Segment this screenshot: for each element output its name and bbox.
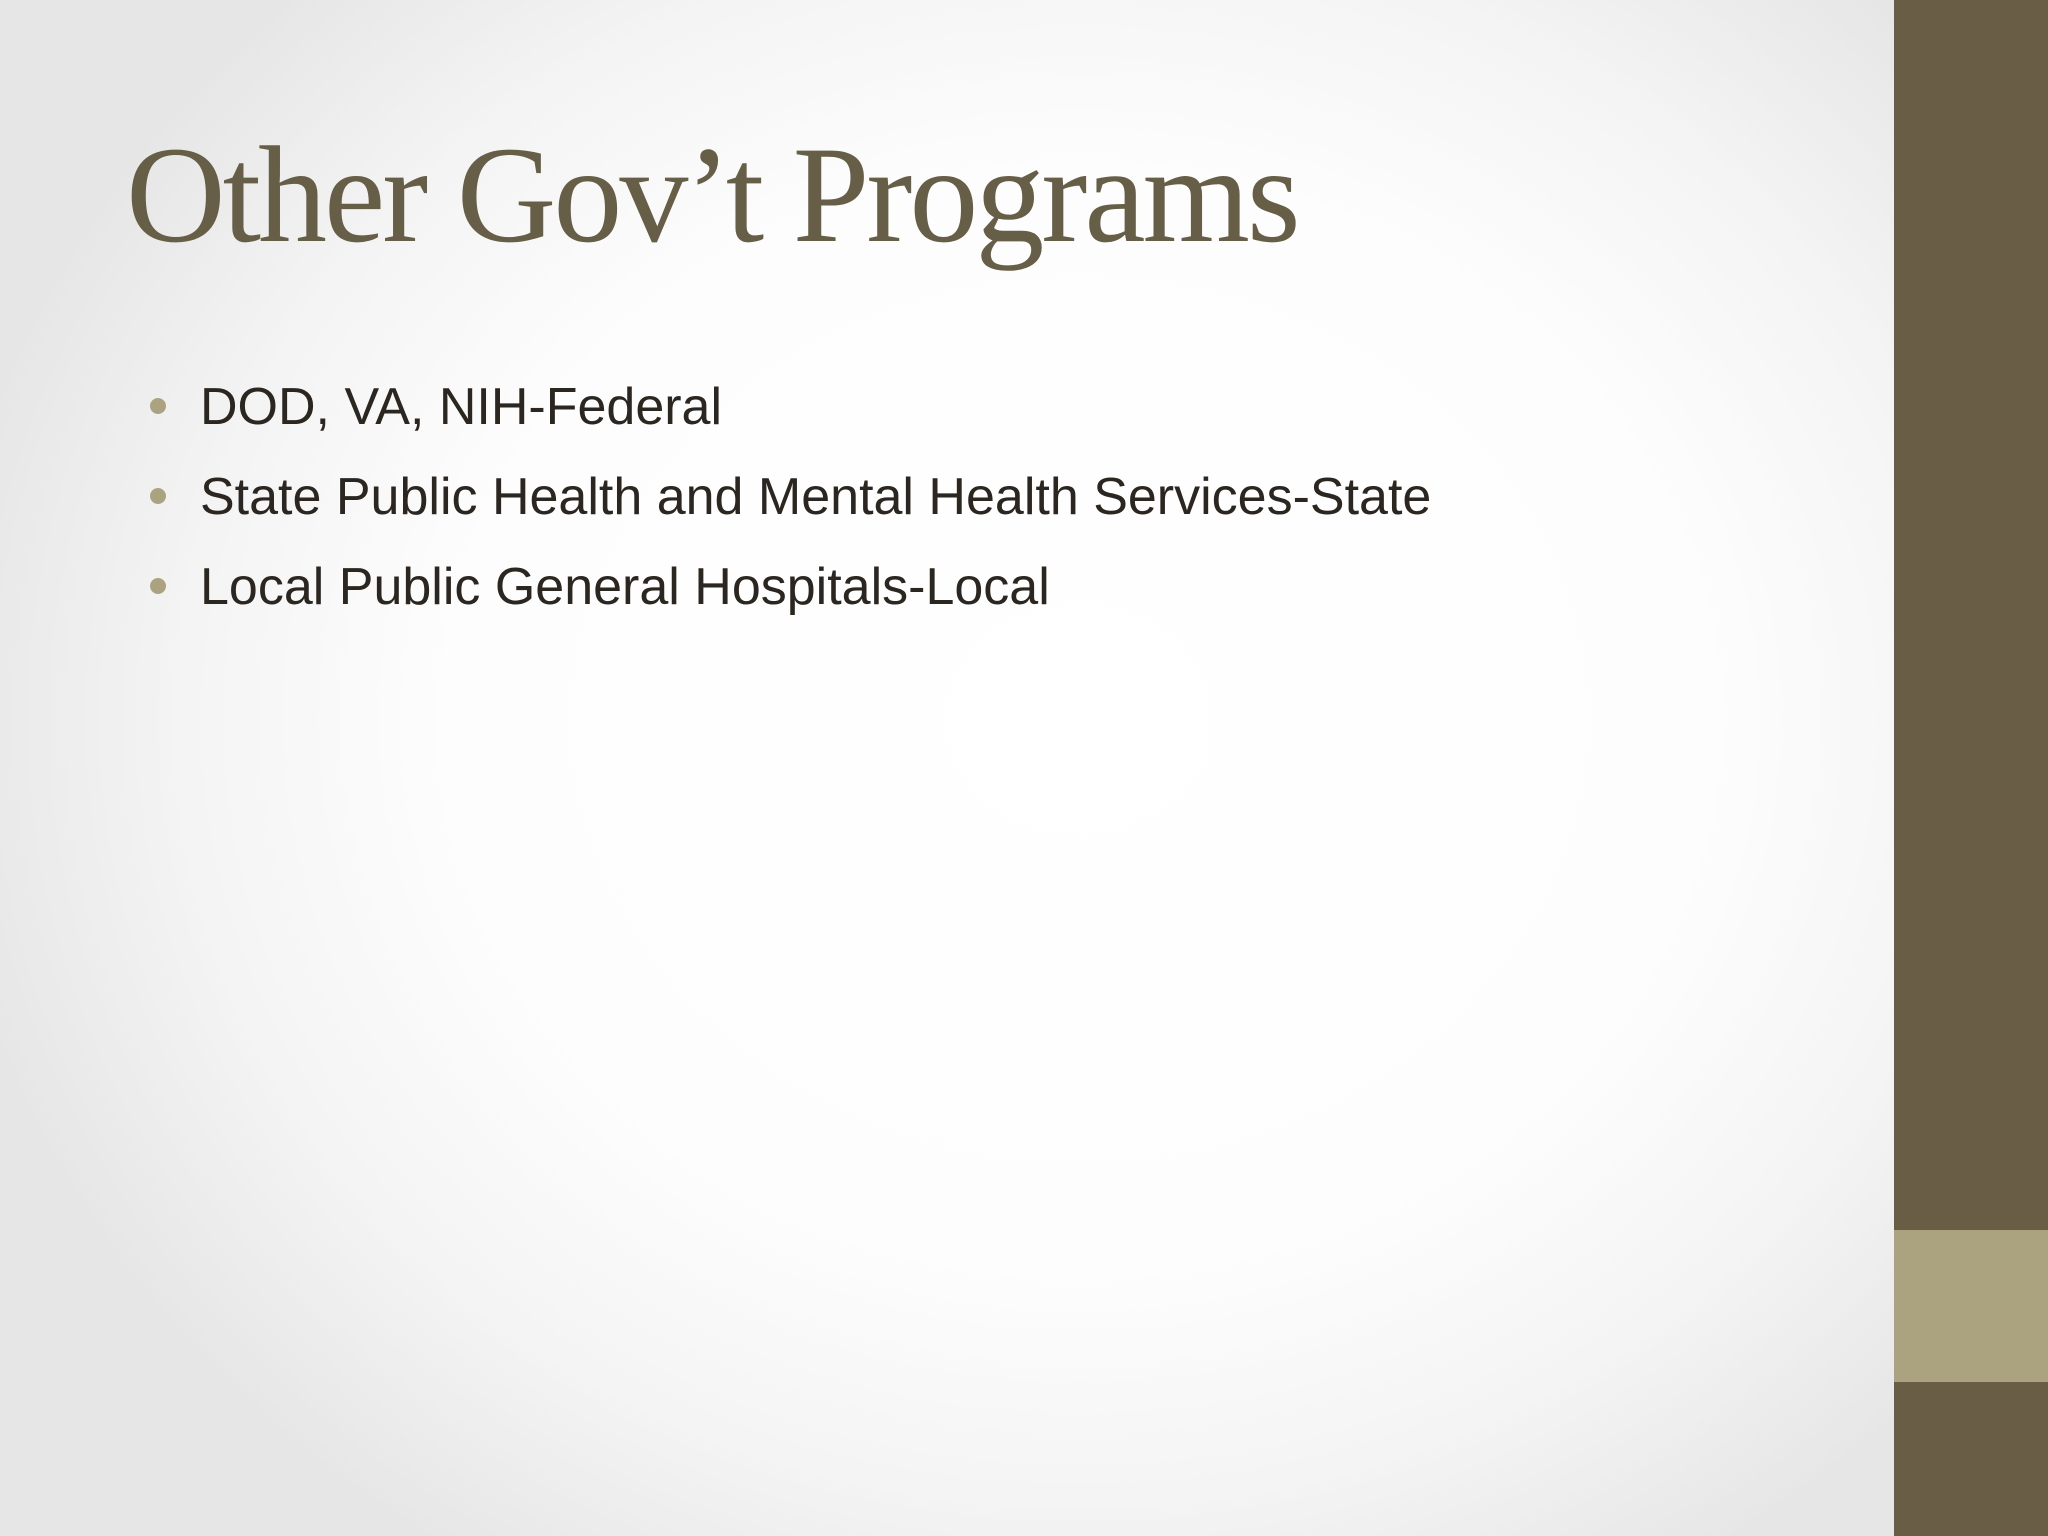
bullet-text: Local Public General Hospitals-Local [200,558,1050,616]
bullet-item [146,552,1431,642]
bullet-icon [150,398,166,414]
bullet-item [146,462,1431,552]
decorative-sidebar-accent [1894,1230,2048,1382]
bullet-text: State Public Health and Mental Health Services-State [200,468,1432,526]
bullet-text: DOD, VA, NIH-Federal [200,378,723,436]
slide-title: Other Gov’t Programs [126,118,1298,271]
bullet-icon [150,488,166,504]
bullet-item [146,372,1431,462]
bullet-list [146,372,1431,642]
bullet-icon [150,578,166,594]
